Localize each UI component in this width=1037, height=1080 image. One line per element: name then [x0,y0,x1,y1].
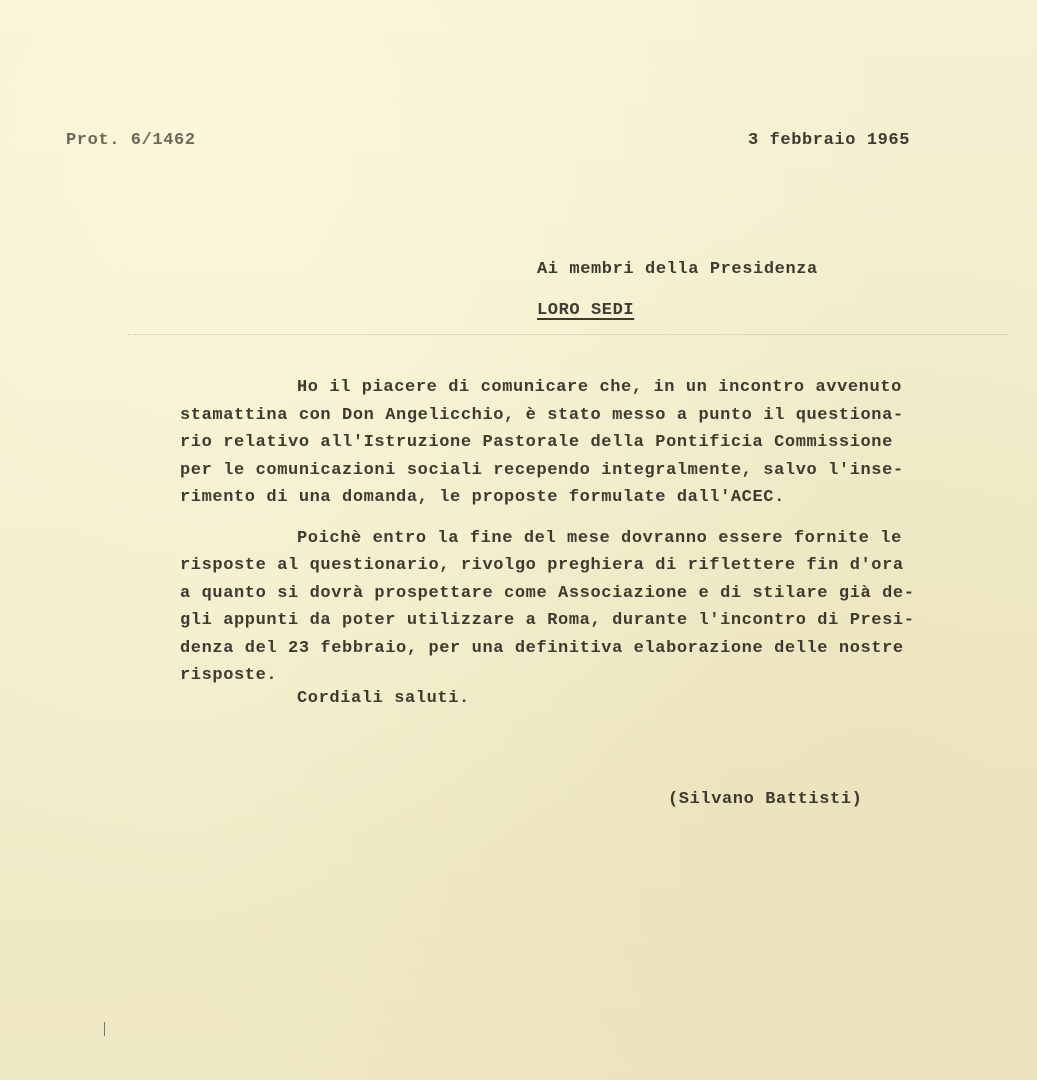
paper-fold-line [128,334,1008,335]
paragraph-2-line: gli appunti da poter utilizzare a Roma, durante l'incontro di Presi- [180,611,915,630]
letter-date: 3 febbraio 1965 [748,131,911,150]
margin-mark [104,1022,105,1036]
paragraph-2-line: Poichè entro la fine del mese dovranno essere fornite le [297,528,902,548]
paragraph-gap [180,512,980,525]
recipient-sedi: LORO SEDI [537,301,635,320]
paragraph-1-line: stamattina con Don Angelicchio, è stato messo a punto il questiona- [180,405,904,425]
paragraph-1-line: rio relativo all'Istruzione Pastorale della Pontificia Commissione [180,433,893,452]
closing-greeting: Cordiali saluti. [297,689,470,708]
paragraph-1-line: rimento di una domanda, le proposte formulate dall'ACEC. [180,488,785,507]
paragraph-2-line: risposte al questionario, rivolgo preghiera di riflettere fin d'ora [180,556,904,575]
paragraph-1-line: per le comunicazioni sociali recependo integralmente, salvo l'inse- [180,460,904,480]
letter-body [180,374,980,690]
recipient-line: Ai membri della Presidenza [537,260,818,279]
paragraph-2-line: denza del 23 febbraio, per una definitiva elaborazione delle nostre [180,638,904,658]
paragraph-2-line: a quanto si dovrà prospettare come Associazione e di stilare già de- [180,583,915,603]
paragraph-1-line: Ho il piacere di comunicare che, in un incontro avvenuto [297,378,902,397]
paragraph-2-line: risposte. [180,666,278,685]
signature: (Silvano Battisti) [668,790,863,809]
protocol-number: Prot. 6/1462 [66,131,196,150]
